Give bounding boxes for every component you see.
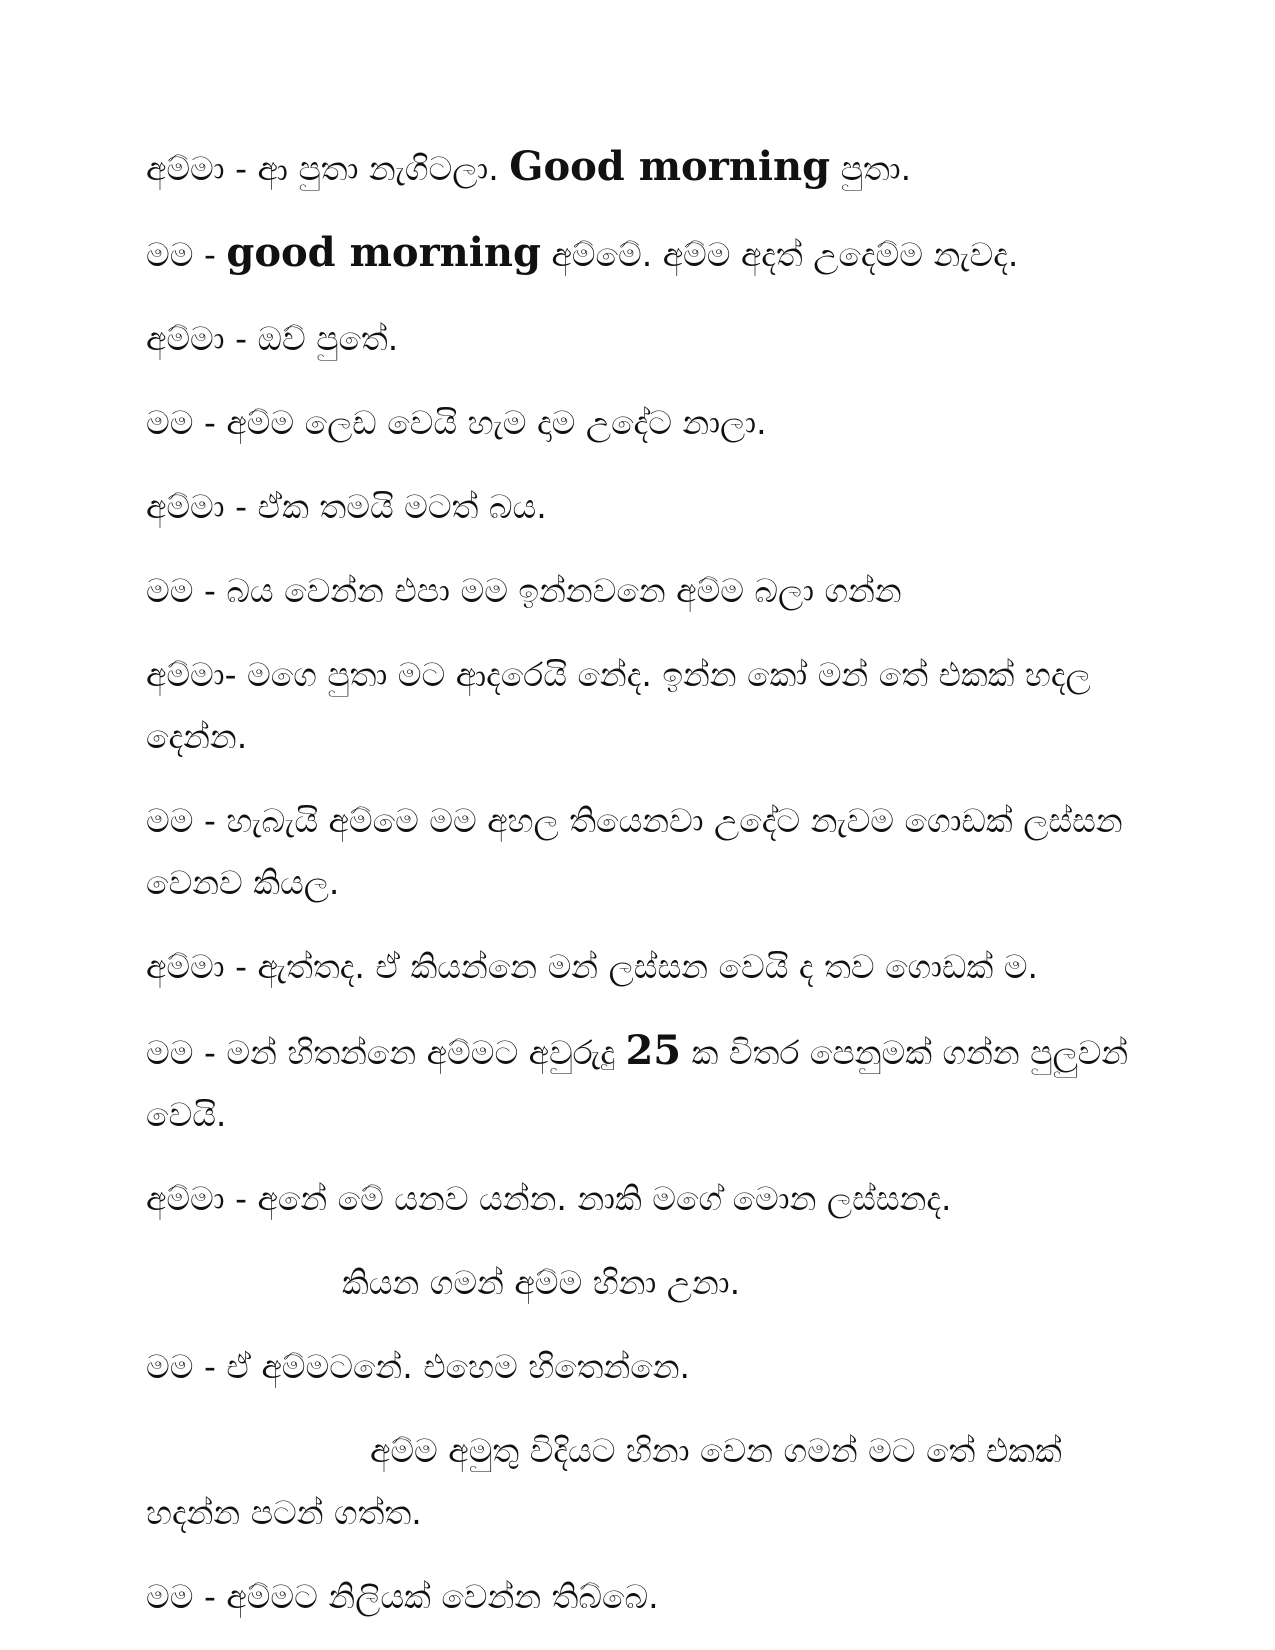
sinhala-text: මම - අම්ම ලෙඩ වෙයි හැම දාම උදේට නාලා. [146, 403, 767, 442]
sinhala-text: මම - ඒ අම්මටනේ. එහෙම හිතෙන්නෙ. [146, 1347, 691, 1386]
dialogue-line [146, 476, 1146, 538]
dialogue-line [146, 308, 1146, 370]
dialogue-line [146, 1252, 1146, 1314]
dialogue-line [146, 1566, 1146, 1628]
sinhala-text: අම්මා - ආ පුතා නැගිටලා. [146, 149, 510, 188]
sinhala-text: අම්මා- මගෙ පුතා මට ආදරෙයි නේද. ඉන්න කෝ මන් තේ එකක් හදල දෙන්න. [146, 655, 1102, 756]
dialogue-text [146, 136, 1146, 1650]
latin-text: 25 [625, 1027, 682, 1074]
dialogue-line [146, 936, 1146, 998]
sinhala-text: අම්මා - ඒක තමයි මටත් බය. [146, 487, 547, 526]
sinhala-text: අම්මා - ඇත්තද. ඒ කියන්නෙ මන් ලස්සන වෙයි ද තව ගොඩක් ම. [146, 947, 1038, 986]
sinhala-text: අම්මේ. අම්ම අදත් උදෙම්ම නැවද. [540, 235, 1019, 274]
sinhala-text: පුතා. [830, 149, 912, 188]
sinhala-text: අම්මා - අනේ මේ යනව යන්න. නාකි මගේ මොන ලස්සනද. [146, 1179, 952, 1218]
dialogue-line [146, 222, 1146, 286]
sinhala-text: මම - හැබැයි අම්මෙ මම අහල තියෙනවා උදේට නැවම ගොඩක් ලස්සන වෙනව කියල. [146, 801, 1134, 902]
dialogue-line [146, 1420, 1146, 1544]
sinhala-text: අම්ම අමුතු විදියට හිනා වෙන ගමන් මට තේ එකක් හදන්න පටන් ගත්ත. [146, 1431, 1073, 1532]
sinhala-text: කියන ගමන් අම්ම හිනා උනා. [342, 1263, 741, 1302]
sinhala-text: ක විතර පෙනුමක් ගන්න පුලුවන් වෙයි. [146, 1033, 1139, 1134]
dialogue-line [146, 644, 1146, 768]
dialogue-line [146, 1168, 1146, 1230]
latin-text: Good morning [509, 143, 831, 190]
sinhala-text: මම - [146, 235, 227, 274]
sinhala-text: මම - මන් හිතන්නෙ අම්මට අවුරුදු [146, 1033, 626, 1072]
dialogue-line [146, 392, 1146, 454]
sinhala-text: මම - බය වෙන්න එපා මම ඉන්නවනෙ අම්ම බලා ගන්න [146, 571, 902, 610]
latin-text: good morning [226, 229, 541, 276]
dialogue-line [146, 136, 1146, 200]
dialogue-line [146, 1020, 1146, 1146]
dialogue-line [146, 790, 1146, 914]
sinhala-text: අම්මා - ඔව් පුතේ. [146, 319, 399, 358]
sinhala-text: මම - අම්මට නිලියක් වෙන්න තිබ්බෙ. [146, 1577, 659, 1616]
dialogue-line [146, 1336, 1146, 1398]
dialogue-line [146, 560, 1146, 622]
